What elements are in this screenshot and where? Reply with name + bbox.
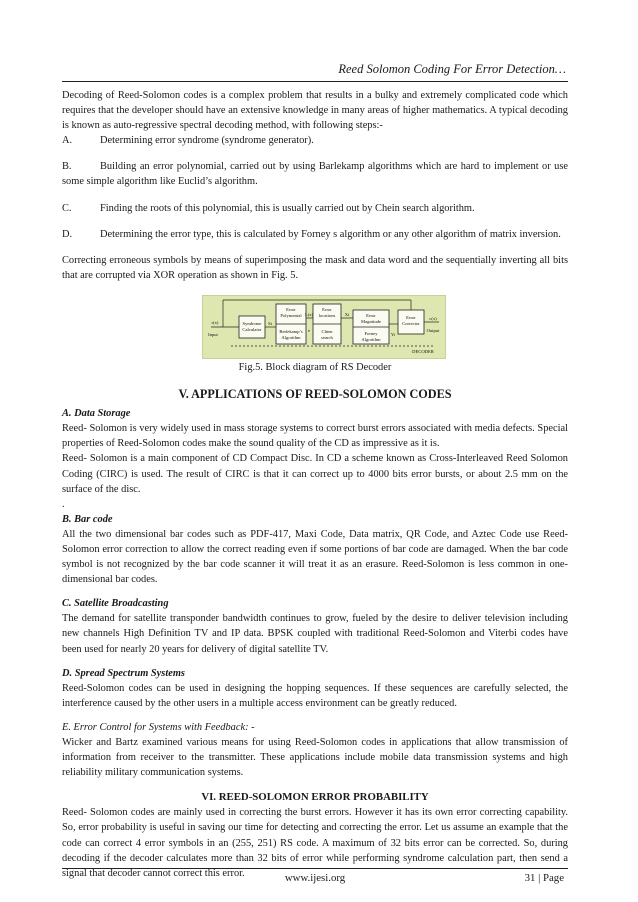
output-symbol: c(x) bbox=[429, 315, 437, 321]
locations-label-2: locations bbox=[318, 312, 336, 318]
section-5-heading: V. APPLICATIONS OF REED-SOLOMON CODES bbox=[178, 387, 452, 402]
berlekamp-label-2: Algorithm bbox=[281, 334, 301, 340]
lx-label: L(x) bbox=[304, 311, 314, 317]
forney-label-1: Forney bbox=[364, 330, 378, 336]
yi-label: Yi bbox=[390, 331, 396, 337]
subsection-e-italic: E. Error bbox=[62, 721, 97, 733]
forney-label-2: Algorithm bbox=[361, 336, 381, 342]
spread-spectrum-paragraph: Reed-Solomon codes can be used in designing the hopping sequences. If these sequences are carefully selected, the interference caused by the other users in a multiple access environment can be greatly reduced. bbox=[62, 682, 568, 709]
journal-website: www.ijesi.org bbox=[284, 872, 346, 884]
subsection-b-heading: B. Bar code bbox=[62, 513, 113, 525]
output-label: Output bbox=[426, 327, 440, 333]
step-text: Finding the roots of this polynomial, this is usually carried out by Chein search algorithm. bbox=[100, 202, 475, 214]
locations-label-1: Error bbox=[322, 306, 332, 312]
e-label: e bbox=[307, 327, 311, 333]
step-label: C. bbox=[62, 202, 72, 214]
poly-label-1: Error bbox=[286, 306, 296, 312]
subsection-d-heading: D. Spread Spectrum Systems bbox=[62, 667, 185, 679]
si-label: Si bbox=[268, 320, 272, 326]
berlekamp-label-1: Berlekamp’s bbox=[279, 328, 303, 334]
xi-label: Xi bbox=[344, 311, 350, 317]
step-c bbox=[62, 201, 568, 216]
step-label: B. bbox=[62, 161, 72, 173]
figure-5 bbox=[62, 295, 568, 357]
satellite-paragraph: The demand for satellite transponder bandwidth continues to grow, fueled by the desire to deliver television including new channels High Definition TV and IP data. BPSK coupled with traditional Reed-Solomon and Viterbi codes have been used for nearly 20 years for delivery of digital satellite TV. bbox=[62, 613, 568, 655]
stray-dot: . bbox=[62, 498, 65, 510]
bar-code-paragraph: All the two dimensional bar codes such as PDF-417, Maxi Code, Data matrix, QR Code, and Aztec Code use Reed-Solomon error correction to allow the correct reading even if some portions of bar code are damaged. When the bar code symbol is not recognized by the bar code scanner it will treat it as an erasure. Reed-Solomon is less common in one-dimensional bar codes. bbox=[62, 528, 568, 586]
intro-paragraph: Decoding of Reed-Solomon codes is a complex problem that results in a bulky and extremely complicated code which requires that the developer should have an extensive knowledge in many areas of higher mathematics. A typical decoding is known as auto-regressive spectral decoding method, with following steps:- bbox=[62, 90, 568, 132]
step-label: A. bbox=[62, 135, 73, 147]
decoder-label: DECODER bbox=[412, 348, 434, 354]
chien-label-2: search bbox=[321, 334, 333, 340]
subsection-e-heading bbox=[62, 720, 568, 735]
data-storage-paragraph-1: Reed- Solomon is very widely used in mass storage systems to correct burst errors associated with media defects. Special properties of Reed-Solomon codes make the sound quality of the CD as impressive as it is. bbox=[62, 423, 568, 450]
section-6-heading: VI. REED-SOLOMON ERROR PROBABILITY bbox=[201, 791, 429, 804]
step-text: Determining the error type, this is calculated by Forney s algorithm or any other algorithm of matrix inversion. bbox=[100, 228, 561, 240]
page-number: 31 | Page bbox=[524, 872, 564, 884]
corrector-label-2: Corrector bbox=[402, 320, 420, 326]
rs-decoder-svg bbox=[203, 296, 445, 358]
subsection-e-rest: Control for Systems with Feedback: - bbox=[96, 721, 255, 733]
step-b bbox=[62, 159, 568, 189]
step-text: Determining error syndrome (syndrome generator). bbox=[100, 135, 314, 147]
rs-decoder-diagram bbox=[202, 295, 446, 359]
step-text: Building an error polynomial, carried out by using Barlekamp algorithms which are hard to implement or use some simple algorithm like Euclid’s algorithm. bbox=[62, 161, 568, 188]
error-probability-paragraph: Reed- Solomon codes are mainly used in correcting the burst errors. However it has its own error correcting capability. So, error probability is useful in saving our time for detecting and correcting the error. Let us assume an example that the code can correct 4 error symbols in an (255, 251) RS code. A maximum of 32 bits error can be corrected. So, during decoding if the decoder calculates more than 32 bits of error while performing syndrome calculation part, then send a signal that decoder cannot correct this error. bbox=[62, 807, 568, 879]
running-header: Reed Solomon Coding For Error Detection… bbox=[338, 62, 566, 76]
correcting-paragraph: Correcting erroneous symbols by means of superimposing the mask and data word and the sequentially inverting all bits that are corrupted via XOR operation as shown in Fig. 5. bbox=[62, 254, 568, 281]
input-symbol: r(x) bbox=[211, 319, 219, 325]
step-d bbox=[62, 227, 568, 242]
subsection-c-heading: C. Satellite Broadcasting bbox=[62, 598, 169, 610]
feedback-paragraph: Wicker and Bartz examined various means for using Reed-Solomon codes in applications that allow transmission of information from receiver to the transmitter. These applications include mobile data transmission systems and high reliability military communication systems. bbox=[62, 737, 568, 779]
header-rule bbox=[62, 81, 568, 82]
figure-caption: Fig.5. Block diagram of RS Decoder bbox=[238, 361, 392, 373]
syndrome-label-1: Syndrome bbox=[242, 320, 262, 326]
subsection-a-heading: A. Data Storage bbox=[62, 408, 131, 420]
magnitude-label-2: Magnitude bbox=[361, 318, 381, 324]
magnitude-label-1: Error bbox=[366, 312, 376, 318]
input-label: Input bbox=[208, 331, 218, 337]
data-storage-paragraph-2: Reed- Solomon is a main component of CD Compact Disc. In CD a scheme known as Cross-Interleaved Reed Solomon Coding (CIRC) is used. The result of CIRC is that it can correct up to 4000 bits error bursts, or about 2.5 mm on the surface of the disc. bbox=[62, 453, 568, 495]
poly-label-2: Polynomial bbox=[280, 312, 302, 318]
chien-label-1: Chien bbox=[321, 328, 333, 334]
article-body bbox=[62, 88, 568, 881]
corrector-label-1: Error bbox=[406, 314, 416, 320]
step-label: D. bbox=[62, 228, 73, 240]
page-footer bbox=[62, 868, 568, 884]
step-a bbox=[62, 133, 568, 148]
syndrome-label-2: Calculator bbox=[242, 326, 262, 332]
